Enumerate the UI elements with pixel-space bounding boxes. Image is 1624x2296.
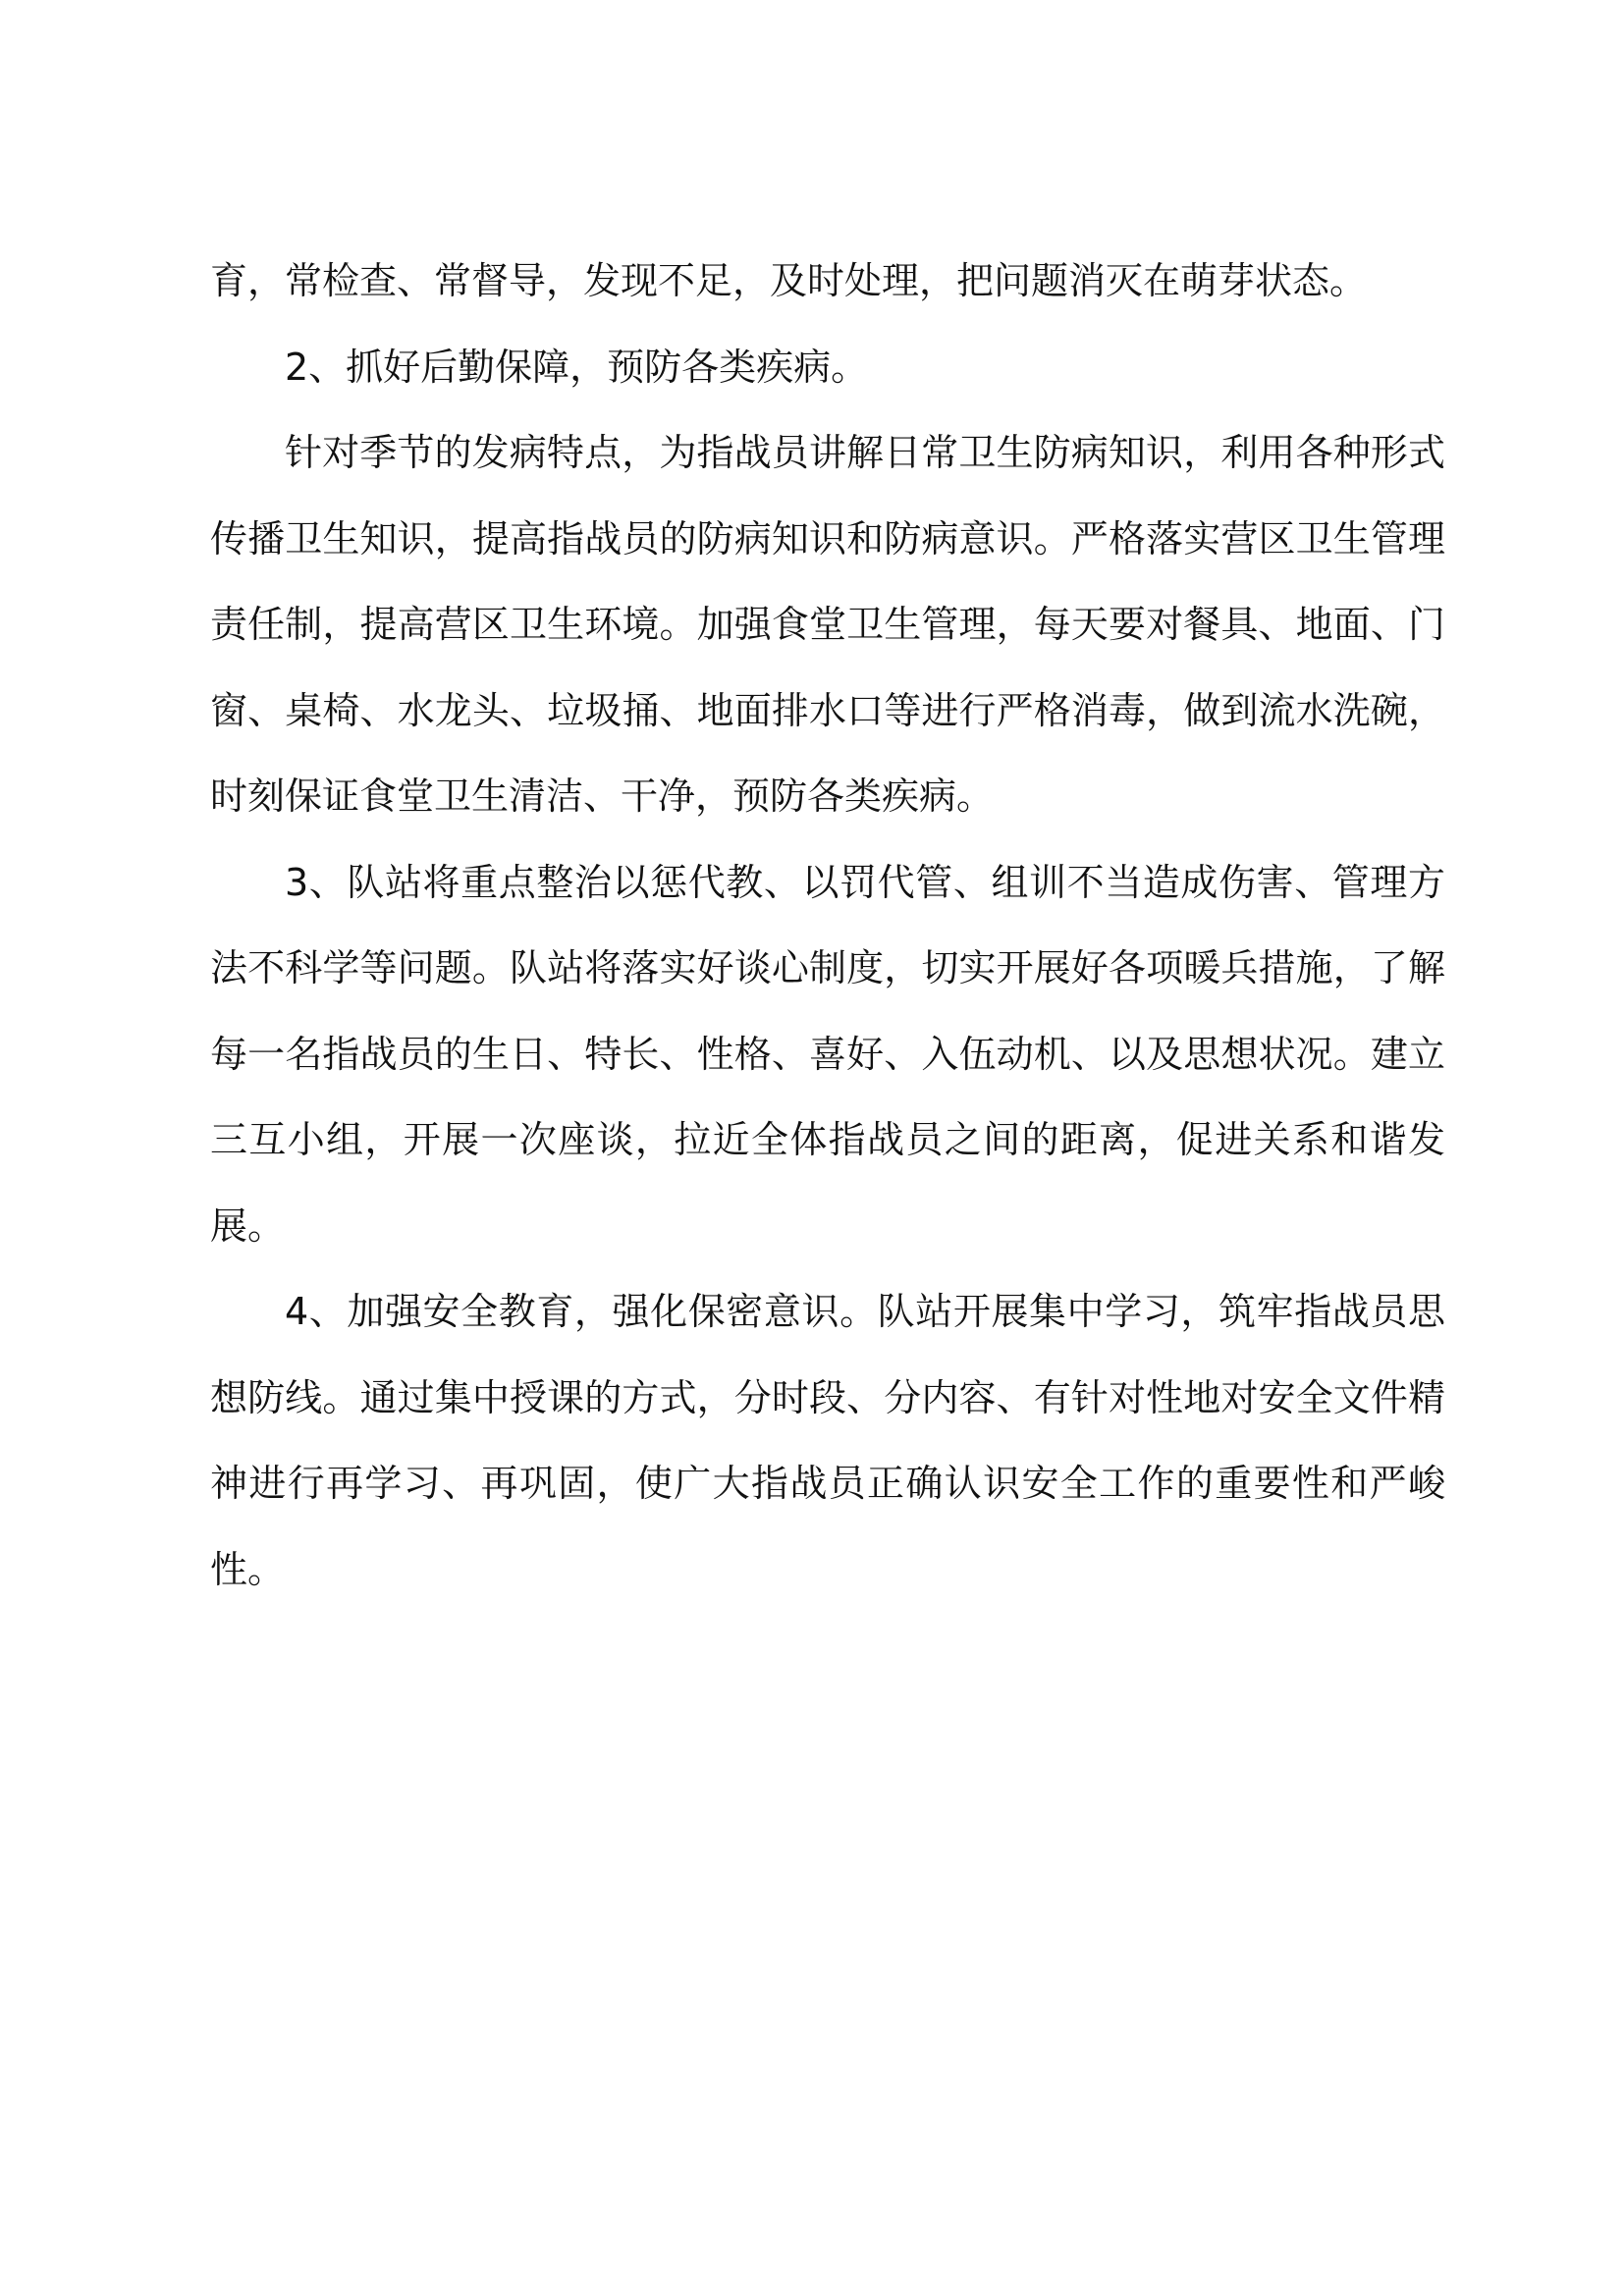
paragraph-continuation: 育，常检查、常督导，发现不足，及时处理，把问题消灭在萌芽状态。 — [210, 259, 1368, 302]
paragraph-item-3: 3、队站将重点整治以惩代教、以罚代管、组训不当造成伤害、管理方法不科学等问题。队站将落实好谈心制度，切实开展好各项暖兵措施，了解每一名指战员的生日、特长、性格、喜好、入伍动机、以及思想状况。建立三互小组，开展一次座谈，拉近全体指战员之间的距离，促进关系和谐发展。 — [210, 860, 1445, 1248]
paragraph-hygiene: 针对季节的发病特点，为指战员讲解日常卫生防病知识，利用各种形式传播卫生知识，提高指战员的防病知识和防病意识。严格落实营区卫生管理责任制，提高营区卫生环境。加强食堂卫生管理，每天要对餐具、地面、门窗、桌椅、水龙头、垃圾捅、地面排水口等进行严格消毒，做到流水洗碗，时刻保证食堂卫生清洁、干净，预防各类疾病。 — [210, 431, 1445, 818]
paragraph-item-4: 4、加强安全教育，强化保密意识。队站开展集中学习，筑牢指战员思想防线。通过集中授课的方式，分时段、分内容、有针对性地对安全文件精神进行再学习、再巩固，使广大指战员正确认识安全工作的重要性和严峻性。 — [210, 1290, 1445, 1591]
paragraph-heading-2: 2、抓好后勤保障，预防各类疾病。 — [285, 345, 869, 389]
document-body — [210, 239, 1445, 1613]
